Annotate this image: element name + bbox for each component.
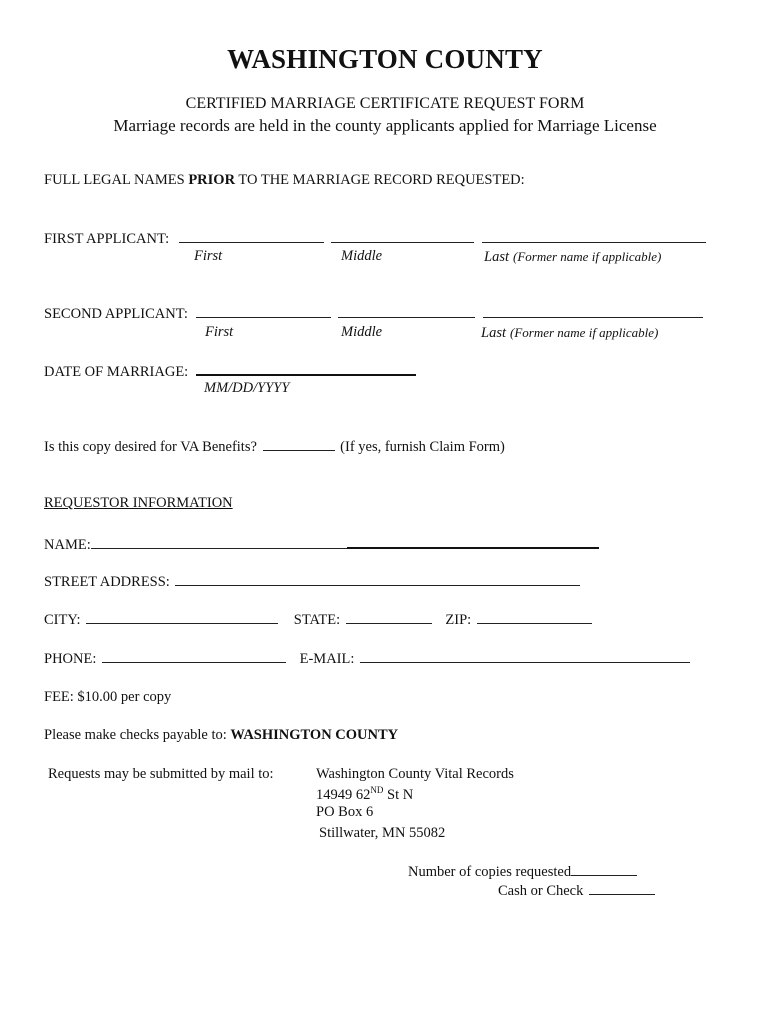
first-applicant-last-caption <box>484 248 661 266</box>
mail-line-1: Washington County Vital Records <box>316 766 514 782</box>
first-applicant-row <box>44 230 708 248</box>
date-of-marriage-field[interactable] <box>196 362 416 376</box>
name-label: NAME: <box>44 537 91 553</box>
second-applicant-row <box>44 305 705 323</box>
va-row <box>44 438 505 456</box>
city-state-zip-row <box>44 611 594 629</box>
street-field[interactable] <box>175 573 580 586</box>
first-applicant-last-note: (Former name if applicable) <box>513 249 662 264</box>
payable-row <box>44 727 398 744</box>
phone-label: PHONE: <box>44 651 97 667</box>
form-note: Marriage records are held in the county applicants applied for Marriage License <box>113 116 657 135</box>
first-applicant-middle-caption: Middle <box>341 248 383 264</box>
zip-field[interactable] <box>477 611 592 624</box>
second-applicant-last-label: Last <box>481 325 506 341</box>
names-instruction-prefix: FULL LEGAL NAMES <box>44 172 189 188</box>
payable-prefix: Please make checks payable to: <box>44 727 231 743</box>
second-applicant-last-note: (Former name if applicable) <box>510 325 659 340</box>
state-label: STATE: <box>293 612 341 628</box>
payment-label: Cash or Check <box>498 883 584 899</box>
name-field-continued[interactable] <box>347 535 599 549</box>
mail-line-2-street: St N <box>383 786 414 803</box>
first-applicant-middle-field[interactable] <box>331 230 474 243</box>
form-title: WASHINGTON COUNTY <box>227 44 543 74</box>
second-applicant-last-field[interactable] <box>483 305 703 318</box>
date-format-caption: MM/DD/YYYY <box>204 380 290 396</box>
copies-row <box>408 863 637 881</box>
zip-label: ZIP: <box>445 612 472 628</box>
first-applicant-first-caption: First <box>194 248 223 264</box>
va-note: (If yes, furnish Claim Form) <box>340 439 505 455</box>
payment-field[interactable] <box>589 882 655 895</box>
first-applicant-last-label: Last <box>484 249 509 265</box>
names-instruction <box>44 172 525 189</box>
payable-name: WASHINGTON COUNTY <box>230 727 399 743</box>
second-applicant-last-caption <box>481 324 658 342</box>
va-answer-field[interactable] <box>263 438 335 451</box>
copies-label: Number of copies requested <box>408 864 572 880</box>
first-applicant-first-field[interactable] <box>179 230 324 243</box>
mail-line-3: PO Box 6 <box>316 804 374 820</box>
form-subtitle: CERTIFIED MARRIAGE CERTIFICATE REQUEST FORM <box>185 95 585 112</box>
mail-line-2-suffix: ND <box>370 785 384 795</box>
first-applicant-last-field[interactable] <box>482 230 706 243</box>
street-row <box>44 573 582 591</box>
names-instruction-suffix: TO THE MARRIAGE RECORD REQUESTED: <box>235 172 525 188</box>
mail-line-4: Stillwater, MN 55082 <box>319 825 446 841</box>
date-of-marriage-label: DATE OF MARRIAGE: <box>44 364 189 380</box>
second-applicant-middle-caption: Middle <box>341 324 383 340</box>
names-instruction-emphasis: PRIOR <box>188 172 236 188</box>
va-question: Is this copy desired for VA Benefits? <box>44 439 257 455</box>
requestor-heading: REQUESTOR INFORMATION <box>44 495 233 511</box>
mail-line-2-number: 14949 62 <box>316 786 371 803</box>
state-field[interactable] <box>346 611 432 624</box>
city-field[interactable] <box>86 611 278 624</box>
street-label: STREET ADDRESS: <box>44 574 170 590</box>
second-applicant-label: SECOND APPLICANT: <box>44 306 188 322</box>
copies-field[interactable] <box>571 863 637 876</box>
phone-field[interactable] <box>102 650 286 663</box>
payment-row <box>498 882 657 900</box>
email-field[interactable] <box>360 650 690 663</box>
first-applicant-label: FIRST APPLICANT: <box>44 231 170 247</box>
name-field[interactable] <box>91 536 347 549</box>
city-label: CITY: <box>44 612 81 628</box>
mail-label: Requests may be submitted by mail to: <box>48 766 274 782</box>
second-applicant-first-caption: First <box>205 324 234 340</box>
email-label: E-MAIL: <box>299 651 355 667</box>
second-applicant-first-field[interactable] <box>196 305 331 318</box>
fee-text: FEE: $10.00 per copy <box>44 689 172 705</box>
second-applicant-middle-field[interactable] <box>338 305 475 318</box>
mail-line-2 <box>316 785 413 804</box>
name-row <box>44 535 599 554</box>
phone-email-row <box>44 650 692 668</box>
date-of-marriage-row <box>44 362 418 381</box>
